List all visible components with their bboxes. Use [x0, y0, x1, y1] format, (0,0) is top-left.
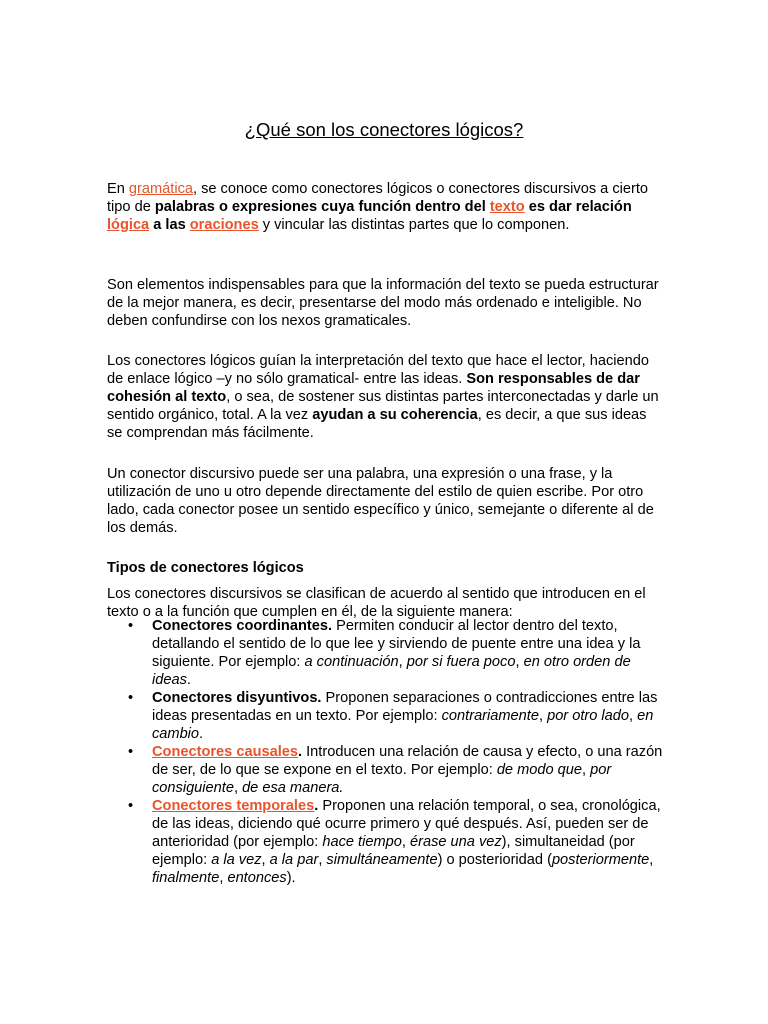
bullet-icon: •: [128, 690, 134, 706]
separator: ,: [629, 708, 638, 724]
separator: ,: [515, 654, 524, 670]
example-text: en cambio: [152, 708, 654, 742]
link-conectores-causales[interactable]: Conectores causales: [152, 744, 299, 760]
item-description: Permiten conducir al lector dentro del texto, detallando el sentido de lo que lee y sirviendo de puente entre una idea y la siguiente. Por ejemplo:: [152, 618, 641, 670]
separator: .: [199, 726, 204, 742]
item-name: Conectores disyuntivos.: [152, 690, 322, 706]
item-name: Conectores coordinantes.: [152, 618, 333, 634]
example-text: hace tiempo: [322, 834, 402, 850]
section-heading: Tipos de conectores lógicos: [107, 560, 304, 576]
paragraph-classification: Los conectores discursivos se clasifican de acuerdo al sentido que introducen en el texto o a la función que cumplen en él, de la siguiente manera:: [107, 586, 646, 620]
separator: ,: [401, 834, 410, 850]
link-conectores-temporales[interactable]: Conectores temporales: [152, 798, 315, 814]
paragraph-text: Los conectores lógicos guían la interpretación del texto que hace el lector, haciendo de enlace lógico –y no sólo gramatical- entre las ideas.: [107, 353, 649, 387]
item-description: ) o posterioridad (: [437, 852, 552, 868]
item-description: Introducen una relación de causa y efecto, o una razón de ser, de lo que se expone en el texto. Por ejemplo:: [152, 744, 663, 778]
separator: ,: [318, 852, 327, 868]
example-text: por si fuera poco: [406, 654, 516, 670]
link-logica[interactable]: lógica: [107, 217, 150, 233]
paragraph-bold-text: ayudan a su coherencia: [312, 407, 478, 423]
separator: ,: [649, 852, 654, 868]
item-description: Proponen separaciones o contradicciones entre las ideas presentadas en un texto. Por ejemplo:: [152, 690, 658, 724]
link-oraciones[interactable]: oraciones: [189, 217, 259, 233]
intro-paragraph: [107, 180, 663, 234]
example-text: de modo que: [496, 762, 583, 778]
intro-bold-text: palabras o expresiones cuya función dentro del: [154, 199, 490, 215]
bullet-icon: •: [128, 744, 134, 760]
separator: ,: [261, 852, 270, 868]
paragraph-text: , es decir, a que sus ideas se comprendan más fácilmente.: [107, 407, 647, 441]
separator: ,: [398, 654, 407, 670]
bullet-icon: •: [128, 618, 134, 634]
paragraph-connector-definition: Un conector discursivo puede ser una palabra, una expresión o una frase, y la utilización de uno u otro depende directamente del estilo de quien escribe. Por otro lado, cada conector posee un sentido específico y único, semejante o diferente al de los demás.: [107, 466, 654, 536]
example-text: simultáneamente: [326, 852, 438, 868]
list-item-coordinantes: [107, 617, 663, 689]
item-description: Proponen una relación temporal, o sea, cronológica, de las ideas, diciendo qué ocurre primero y qué después. Así, pueden ser de anterioridad (por ejemplo:: [152, 798, 661, 850]
separator: ,: [582, 762, 591, 778]
intro-text: y vincular las distintas partes que lo componen.: [258, 217, 570, 233]
example-text: por consiguiente: [152, 762, 612, 796]
separator: .: [314, 798, 319, 814]
paragraph-elements: Son elementos indispensables para que la información del texto se pueda estructurar de la mejor manera, es decir, presentarse del modo más ordenado e inteligible. No deben confundirse con los nexos gramaticales.: [107, 277, 659, 329]
example-text: de esa manera.: [242, 780, 344, 796]
intro-text: En: [107, 181, 129, 197]
example-text: en otro orden de ideas: [152, 654, 631, 688]
example-text: érase una vez: [409, 834, 502, 850]
list-item-temporales: [107, 797, 663, 887]
connector-types-list: [107, 617, 663, 887]
paragraph-bold-text: Son responsables de dar cohesión al texto: [107, 371, 640, 405]
example-text: por otro lado: [547, 708, 630, 724]
intro-bold-text: a las: [149, 217, 190, 233]
example-text: a la par: [269, 852, 319, 868]
example-text: entonces: [227, 870, 287, 886]
intro-bold-text: es dar relación: [524, 199, 632, 215]
paragraph-text: , o sea, de sostener sus distintas partes interconectadas y darle un sentido orgánico, total. A la vez: [107, 389, 659, 423]
item-description: ), simultaneidad (por ejemplo:: [152, 834, 635, 868]
example-text: a continuación: [304, 654, 399, 670]
separator: ,: [233, 780, 243, 796]
list-item-disyuntivos: [107, 689, 663, 743]
list-item-causales: [107, 743, 663, 797]
link-texto[interactable]: texto: [489, 199, 525, 215]
separator: .: [298, 744, 303, 760]
separator: ,: [538, 708, 548, 724]
example-text: posteriormente: [551, 852, 650, 868]
bullet-icon: •: [128, 798, 134, 814]
example-text: finalmente: [152, 870, 220, 886]
separator: ).: [286, 870, 296, 886]
page-title: ¿Qué son los conectores lógicos?: [244, 119, 524, 140]
paragraph-interpretation: [107, 352, 663, 442]
intro-text: , se conoce como conectores lógicos o conectores discursivos a cierto tipo de: [107, 181, 649, 215]
example-text: a la vez: [211, 852, 262, 868]
link-gramatica[interactable]: gramática: [128, 181, 193, 197]
example-text: contrariamente: [441, 708, 539, 724]
separator: .: [186, 672, 191, 688]
separator: ,: [219, 870, 228, 886]
